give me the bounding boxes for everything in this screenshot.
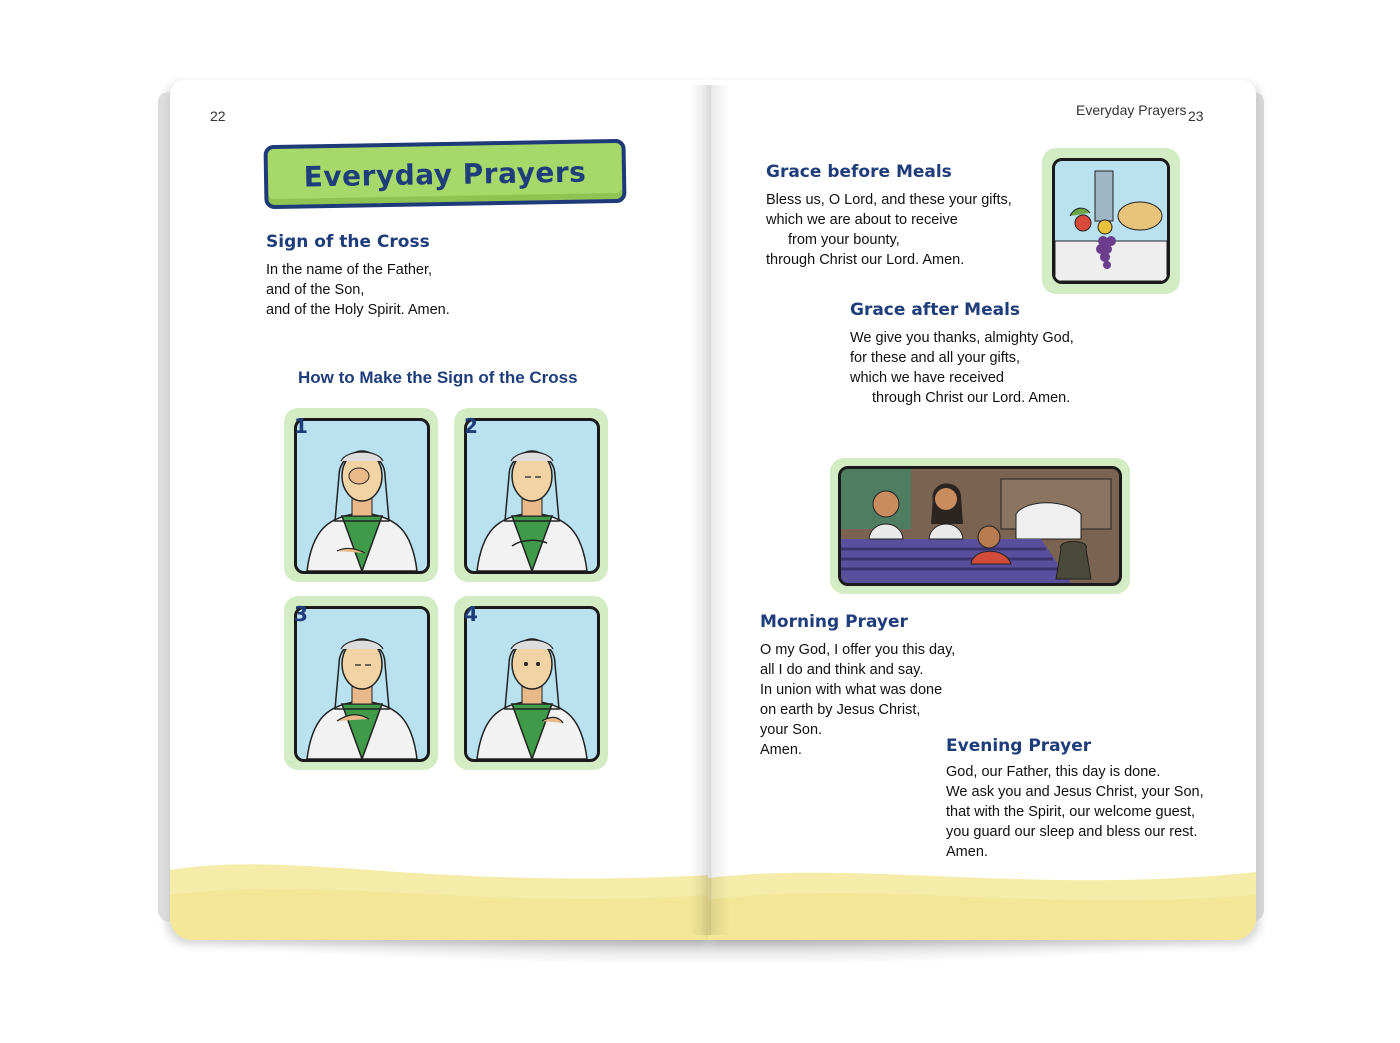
- grace-before-text: [766, 190, 1012, 270]
- prayer-line: your Son.: [760, 722, 823, 738]
- running-head: Everyday Prayers: [1076, 102, 1187, 118]
- children-picture-frame: [830, 458, 1130, 594]
- prayer-line: We ask you and Jesus Christ, your Son,: [946, 784, 1204, 800]
- grace-after-heading: Grace after Meals: [850, 300, 1021, 320]
- prayer-line: which we are about to receive: [766, 212, 958, 228]
- sign-of-cross-heading: Sign of the Cross: [266, 232, 430, 252]
- sign-of-cross-text: [266, 260, 450, 320]
- prayer-line: through Christ our Lord. Amen.: [872, 390, 1071, 406]
- prayer-line: from your bounty,: [788, 232, 900, 248]
- prayer-line: In union with what was done: [760, 682, 943, 698]
- woman-praying-illustration: [467, 421, 597, 571]
- right-page: [708, 80, 1256, 940]
- food-table-illustration: [1055, 161, 1167, 281]
- page-title: Everyday Prayers: [303, 155, 587, 193]
- step-panel-2: [454, 408, 608, 582]
- step-illustration-4: [464, 606, 600, 762]
- step-number: 1: [294, 414, 308, 438]
- page-number-left: 22: [210, 108, 226, 124]
- step-illustration-1: [294, 418, 430, 574]
- step-number: 2: [464, 414, 478, 438]
- prayer-line: on earth by Jesus Christ,: [760, 702, 921, 718]
- children-praying-scene: [841, 469, 1119, 583]
- woman-praying-illustration: [467, 609, 597, 759]
- how-to-heading: How to Make the Sign of the Cross: [298, 368, 578, 387]
- prayer-line: We give you thanks, almighty God,: [850, 330, 1074, 346]
- step-panel-3: [284, 596, 438, 770]
- title-banner: [263, 139, 626, 209]
- woman-praying-illustration: [297, 609, 427, 759]
- left-page: [170, 80, 710, 940]
- morning-prayer-text: [760, 640, 955, 760]
- grace-after-text: [850, 328, 1074, 408]
- prayer-line: Amen.: [946, 844, 988, 860]
- prayer-line: In the name of the Father,: [266, 262, 433, 278]
- prayer-line: for these and all your gifts,: [850, 350, 1021, 366]
- prayer-line: and of the Holy Spirit. Amen.: [266, 302, 450, 318]
- step-panel-1: [284, 408, 438, 582]
- prayer-line: you guard our sleep and bless our rest.: [946, 824, 1198, 840]
- prayer-line: and of the Son,: [266, 282, 365, 298]
- evening-prayer-heading: Evening Prayer: [946, 736, 1092, 756]
- bottom-wave-decoration: [170, 850, 710, 940]
- page-number-right: 23: [1188, 108, 1204, 124]
- step-panel-4: [454, 596, 608, 770]
- prayer-line: all I do and think and say.: [760, 662, 924, 678]
- children-praying-illustration: [838, 466, 1122, 586]
- prayer-line: that with the Spirit, our welcome guest,: [946, 804, 1196, 820]
- prayer-line: which we have received: [850, 370, 1004, 386]
- step-number: 4: [464, 602, 478, 626]
- step-number: 3: [294, 602, 308, 626]
- evening-prayer-text: [946, 762, 1204, 862]
- bottom-wave-decoration: [708, 850, 1256, 940]
- step-illustration-3: [294, 606, 430, 762]
- prayer-line: God, our Father, this day is done.: [946, 764, 1161, 780]
- prayer-line: O my God, I offer you this day,: [760, 642, 956, 658]
- prayer-line: through Christ our Lord. Amen.: [766, 252, 965, 268]
- step-illustration-2: [464, 418, 600, 574]
- grace-before-heading: Grace before Meals: [766, 162, 952, 182]
- morning-prayer-heading: Morning Prayer: [760, 612, 908, 632]
- prayer-line: Amen.: [760, 742, 802, 758]
- prayer-line: Bless us, O Lord, and these your gifts,: [766, 192, 1012, 208]
- meal-illustration: [1052, 158, 1170, 284]
- woman-praying-illustration: [297, 421, 427, 571]
- meal-picture-frame: [1042, 148, 1180, 294]
